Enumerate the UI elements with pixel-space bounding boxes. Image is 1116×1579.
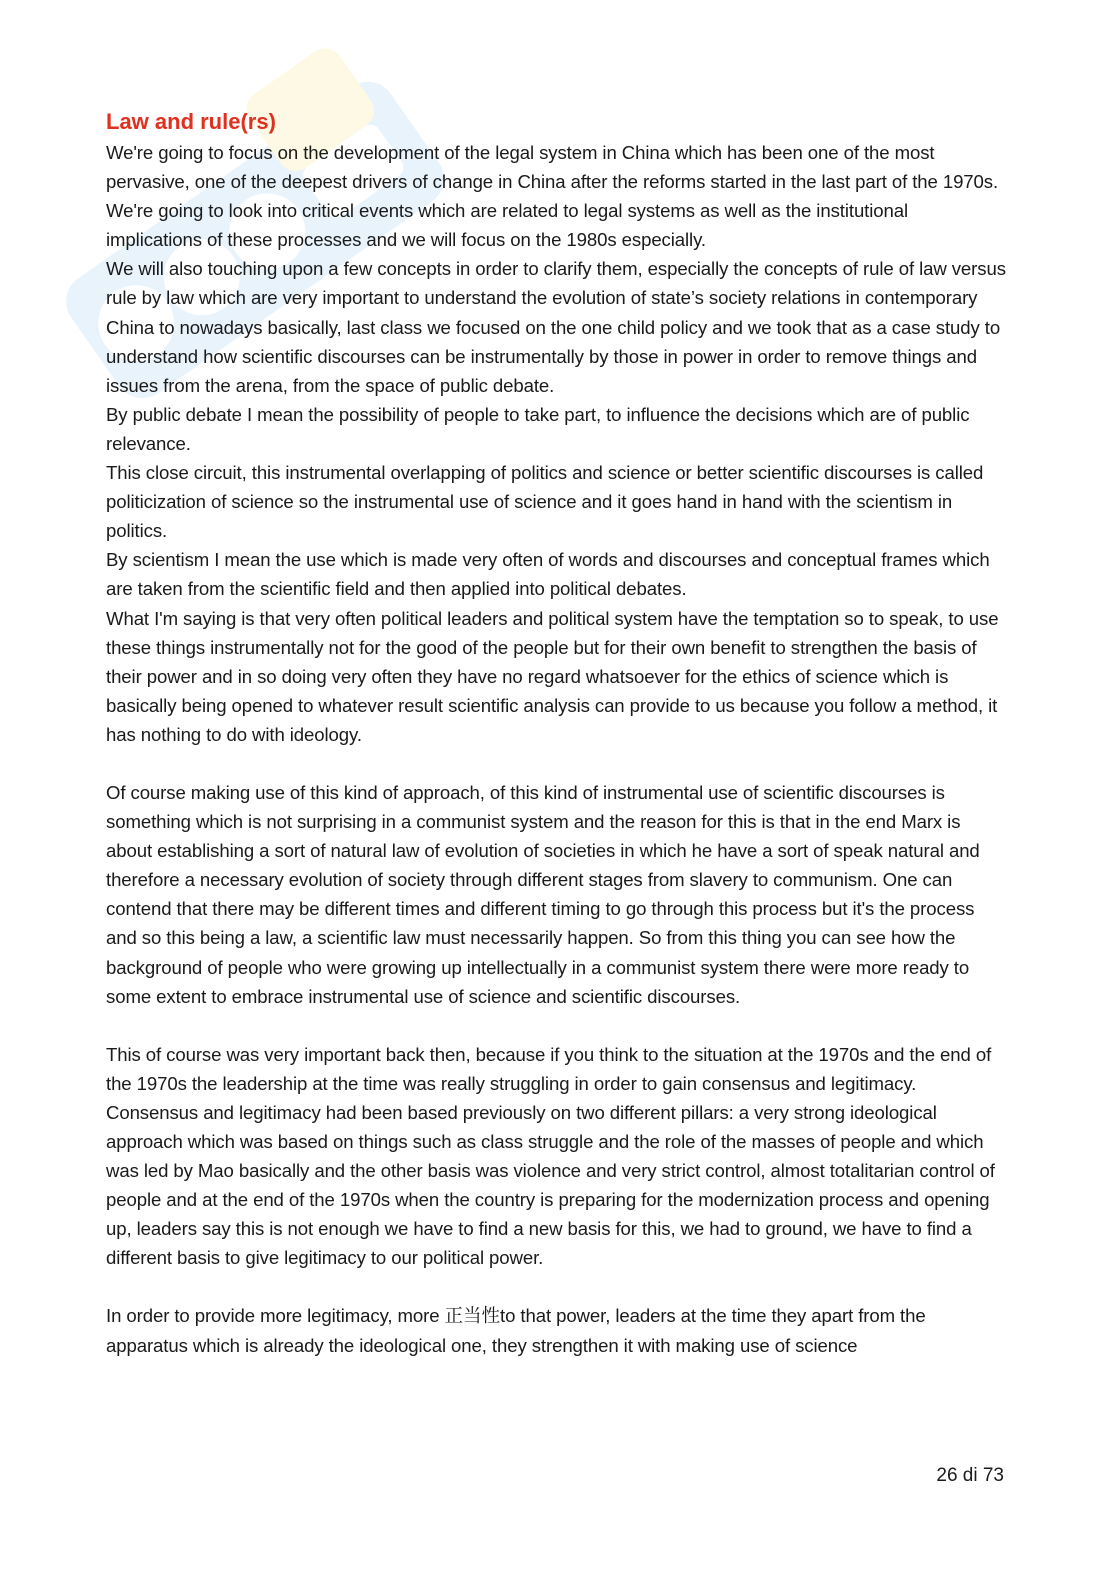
page-number: 26 di 73 xyxy=(936,1465,1004,1486)
document-body xyxy=(106,108,1006,1360)
section-title: Law and rule(rs) xyxy=(106,109,276,134)
paragraph-5: By scientism I mean the use which is made very often of words and discourses and conceptual frames which are taken from the scientific field and then applied into political debates. xyxy=(106,549,990,600)
paragraph-3: By public debate I mean the possibility of people to take part, to influence the decisions which are of public relevance. xyxy=(106,403,970,454)
paragraph-6: What I'm saying is that very often political leaders and political system have the temptation so to speak, to use these things instrumentally not for the good of the people but for their own benefit to strengthen the basis of their power and in so doing very often they have no regard whatsoever for the ethics of science which is basically being opened to whatever result scientific analysis can provide to us because you follow a method, it has nothing to do with ideology. xyxy=(106,607,999,745)
paragraph-2: We will also touching upon a few concepts in order to clarify them, especially the concepts of rule of law versus rule by law which are very important to understand the evolution of state’s society relations in contemporary China to nowadays basically, last class we focused on the one child policy and we took that as a case study to understand how scientific discourses can be instrumentally by those in power in order to remove things and issues from the arena, from the space of public debate. xyxy=(106,258,1006,396)
paragraph-4: This close circuit, this instrumental overlapping of politics and science or better scientific discourses is called politicization of science so the instrumental use of science and it goes hand in hand with the scientism in politics. xyxy=(106,462,984,542)
paragraph-9: In order to provide more legitimacy, more 正当性to that power, leaders at the time they apart from the apparatus which is already the ideological one, they strengthen it with making use of science xyxy=(106,1305,926,1356)
paragraph-7: Of course making use of this kind of approach, of this kind of instrumental use of scientific discourses is something which is not surprising in a communist system and the reason for this is that in the end Marx is about establishing a sort of natural law of evolution of societies in which he have a sort of speak natural and therefore a necessary evolution of society through different stages from slavery to communism. One can contend that there may be different times and different timing to go through this process but it's the process and so this being a law, a scientific law must necessarily happen. So from this thing you can see how the background of people who were growing up intellectually in a communist system there were more ready to some extent to embrace instrumental use of science and scientific discourses. xyxy=(106,781,980,1007)
paragraph-8: This of course was very important back then, because if you think to the situation at the 1970s and the end of the 1970s the leadership at the time was really struggling in order to gain consensus and legitimacy. Consensus and legitimacy had been based previously on two different pillars: a very strong ideological approach which was based on things such as class struggle and the role of the masses of people and which was led by Mao basically and the other basis was violence and very strict control, almost totalitarian control of people and at the end of the 1970s when the country is preparing for the modernization process and opening up, leaders say this is not enough we have to find a new basis for this, we had to ground, we have to find a different basis to give legitimacy to our political power. xyxy=(106,1043,995,1269)
paragraph-1: We're going to focus on the development of the legal system in China which has been one of the most pervasive, one of the deepest drivers of change in China after the reforms started in the last part of the 1970s. We're going to look into critical events which are related to legal systems as well as the institutional implications of these processes and we will focus on the 1980s especially. xyxy=(106,142,999,251)
